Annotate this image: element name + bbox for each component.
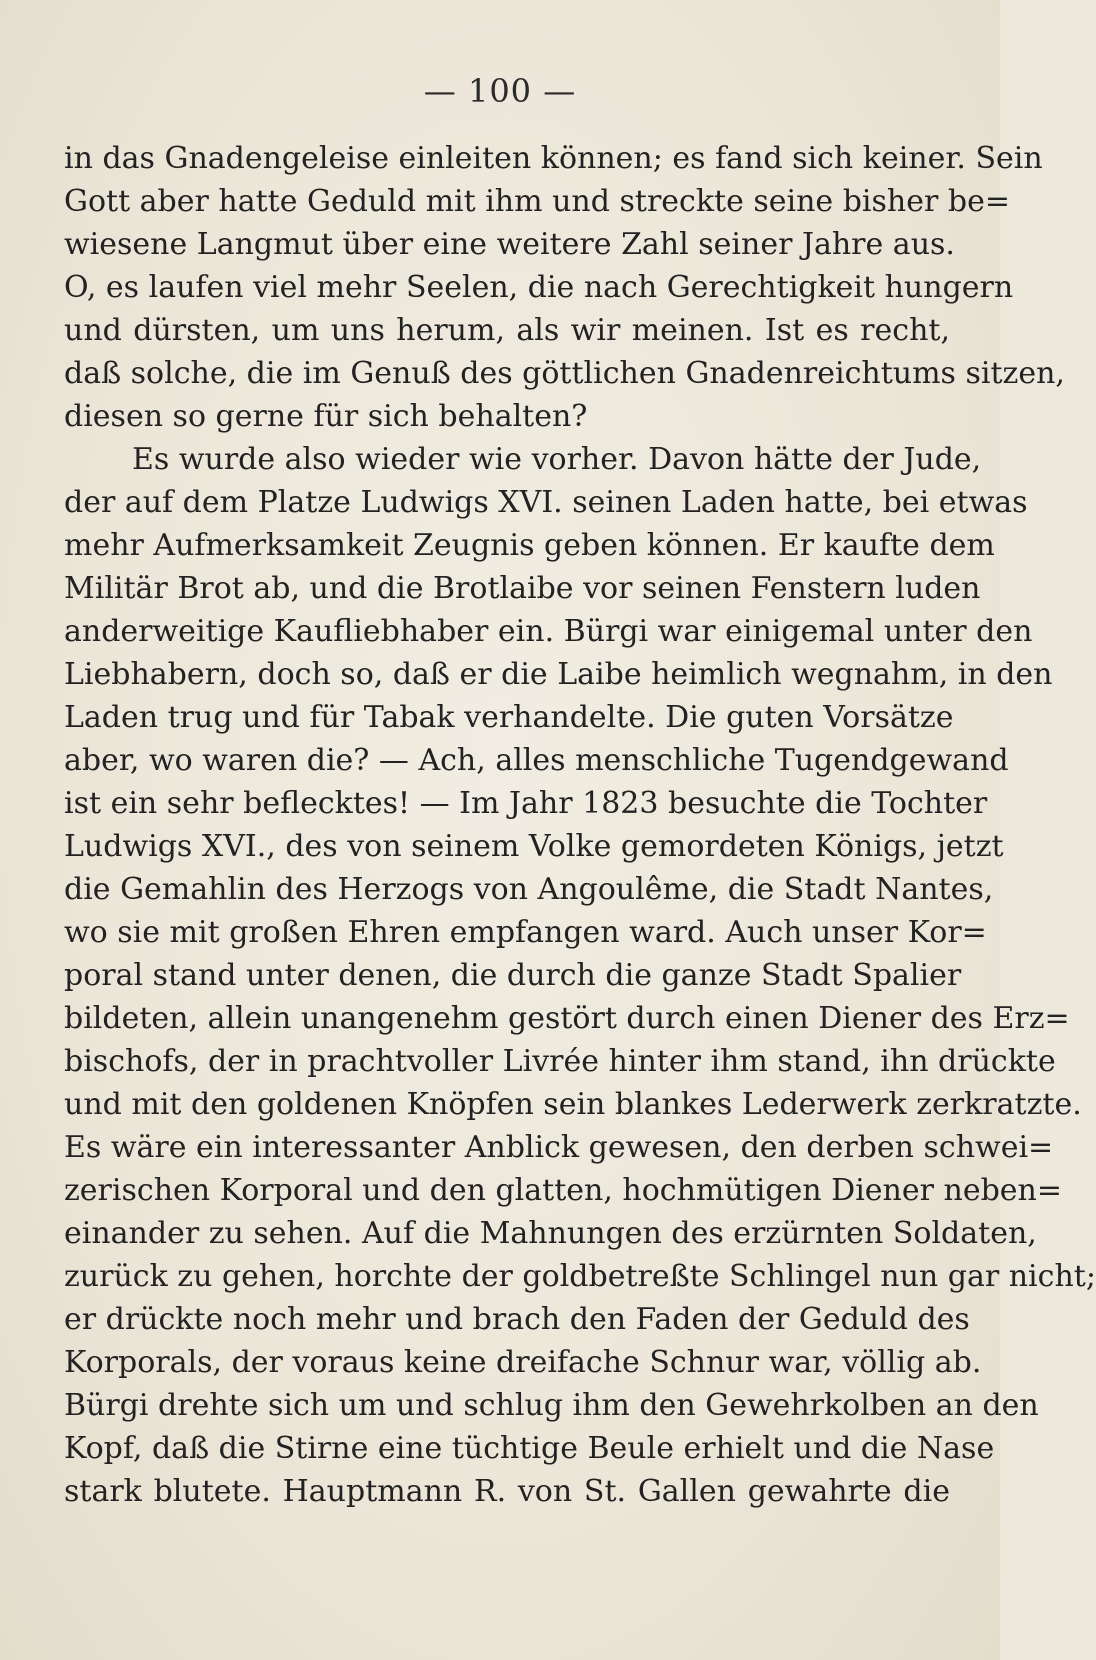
text-line: wiesene Langmut über eine weitere Zahl seiner Jahre aus. xyxy=(64,227,955,262)
text-line: Gott aber hatte Geduld mit ihm und streckte seine bisher be= xyxy=(64,184,1010,219)
text-line: Es wäre ein interessanter Anblick gewesen, den derben schwei= xyxy=(64,1130,1054,1165)
text-line: Korporals, der voraus keine dreifache Schnur war, völlig ab. xyxy=(64,1345,982,1380)
text-line: Laden trug und für Tabak verhandelte. Die guten Vorsätze xyxy=(64,700,954,735)
text-line: zurück zu gehen, horchte der goldbetreßte Schlingel nun gar nicht; xyxy=(64,1259,1096,1294)
text-line: Bürgi drehte sich um und schlug ihm den Gewehrkolben an den xyxy=(64,1388,1039,1423)
text-line: Liebhabern, doch so, daß er die Laibe heimlich wegnahm, in den xyxy=(64,657,1053,692)
text-line: anderweitige Kaufliebhaber ein. Bürgi war einigemal unter den xyxy=(64,614,1033,649)
text-line: stark blutete. Hauptmann R. von St. Gallen gewahrte die xyxy=(64,1474,950,1509)
text-line: der auf dem Platze Ludwigs XVI. seinen Laden hatte, bei etwas xyxy=(64,485,1028,520)
text-line: bildeten, allein unangenehm gestört durch einen Diener des Erz= xyxy=(64,1001,1070,1036)
text-line: Militär Brot ab, und die Brotlaibe vor seinen Fenstern luden xyxy=(64,571,981,606)
text-line: diesen so gerne für sich behalten? xyxy=(64,399,588,434)
paragraph-1 xyxy=(64,137,1065,438)
text-line: Es wurde also wieder wie vorher. Davon hätte der Jude, xyxy=(132,442,982,477)
text-line: und mit den goldenen Knöpfen sein blankes Lederwerk zerkratzte. xyxy=(64,1087,1082,1122)
text-line: Kopf, daß die Stirne eine tüchtige Beule erhielt und die Nase xyxy=(64,1431,995,1466)
text-line: bischofs, der in prachtvoller Livrée hinter ihm stand, ihn drückte xyxy=(64,1044,1056,1079)
text-line: er drückte noch mehr und brach den Faden der Geduld des xyxy=(64,1302,970,1337)
text-line: aber, wo waren die? — Ach, alles menschliche Tugendgewand xyxy=(64,743,1009,778)
text-line: wo sie mit großen Ehren empfangen ward. Auch unser Kor= xyxy=(64,915,987,950)
paragraph-2 xyxy=(64,438,1096,1513)
text-line: und dürsten, um uns herum, als wir meinen. Ist es recht, xyxy=(64,313,950,348)
text-line: Ludwigs XVI., des von seinem Volke gemordeten Königs, jetzt xyxy=(64,829,1004,864)
text-line: poral stand unter denen, die durch die ganze Stadt Spalier xyxy=(64,958,962,993)
body-text xyxy=(64,137,1096,1513)
text-line: einander zu sehen. Auf die Mahnungen des erzürnten Soldaten, xyxy=(64,1216,1037,1251)
page-number: — 100 — xyxy=(423,72,577,110)
text-line: in das Gnadengeleise einleiten können; es fand sich keiner. Sein xyxy=(64,141,1043,176)
text-line: O, es laufen viel mehr Seelen, die nach Gerechtigkeit hungern xyxy=(64,270,1014,305)
text-line: mehr Aufmerksamkeit Zeugnis geben können. Er kaufte dem xyxy=(64,528,995,563)
text-line: daß solche, die im Genuß des göttlichen Gnadenreichtums sitzen, xyxy=(64,356,1065,391)
text-line: zerischen Korporal und den glatten, hochmütigen Diener neben= xyxy=(64,1173,1062,1208)
text-line: die Gemahlin des Herzogs von Angoulême, die Stadt Nantes, xyxy=(64,872,994,907)
text-line: ist ein sehr beflecktes! — Im Jahr 1823 besuchte die Tochter xyxy=(64,786,988,821)
